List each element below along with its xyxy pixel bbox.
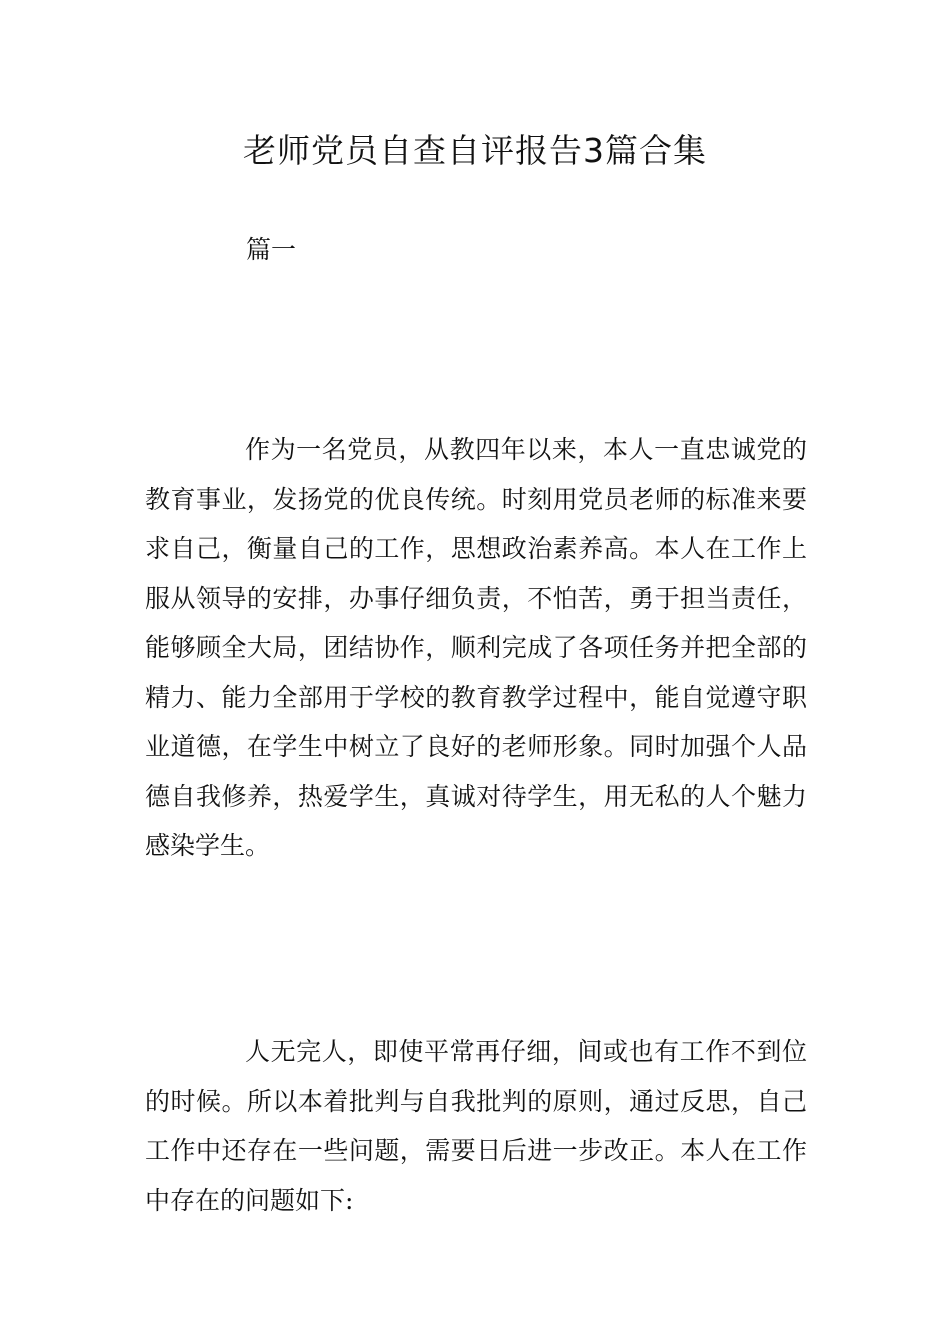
document-title: 老师党员自查自评报告3篇合集 <box>243 131 707 170</box>
section-label: 篇一 <box>246 235 297 264</box>
paragraph-1: 作为一名党员，从教四年以来，本人一直忠诚党的教育事业，发扬党的优良传统。时刻用党员老师的标准来要求自己，衡量自己的工作，思想政治素养高。本人在工作上服从领导的安排，办事仔细负责，不怕苦，勇于担当责任，能够顾全大局，团结协作，顺利完成了各项任务并把全部的精力、能力全部用于学校的教育教学过程中，能自觉遵守职业道德，在学生中树立了良好的老师形象。同时加强个人品德自我修养，热爱学生，真诚对待学生，用无私的人个魅力感染学生。 <box>145 435 807 860</box>
paragraph-2: 人无完人，即使平常再仔细，间或也有工作不到位的时候。所以本着批判与自我批判的原则，通过反思，自己工作中还存在一些问题，需要日后进一步改正。本人在工作中存在的问题如下: <box>145 1037 807 1215</box>
